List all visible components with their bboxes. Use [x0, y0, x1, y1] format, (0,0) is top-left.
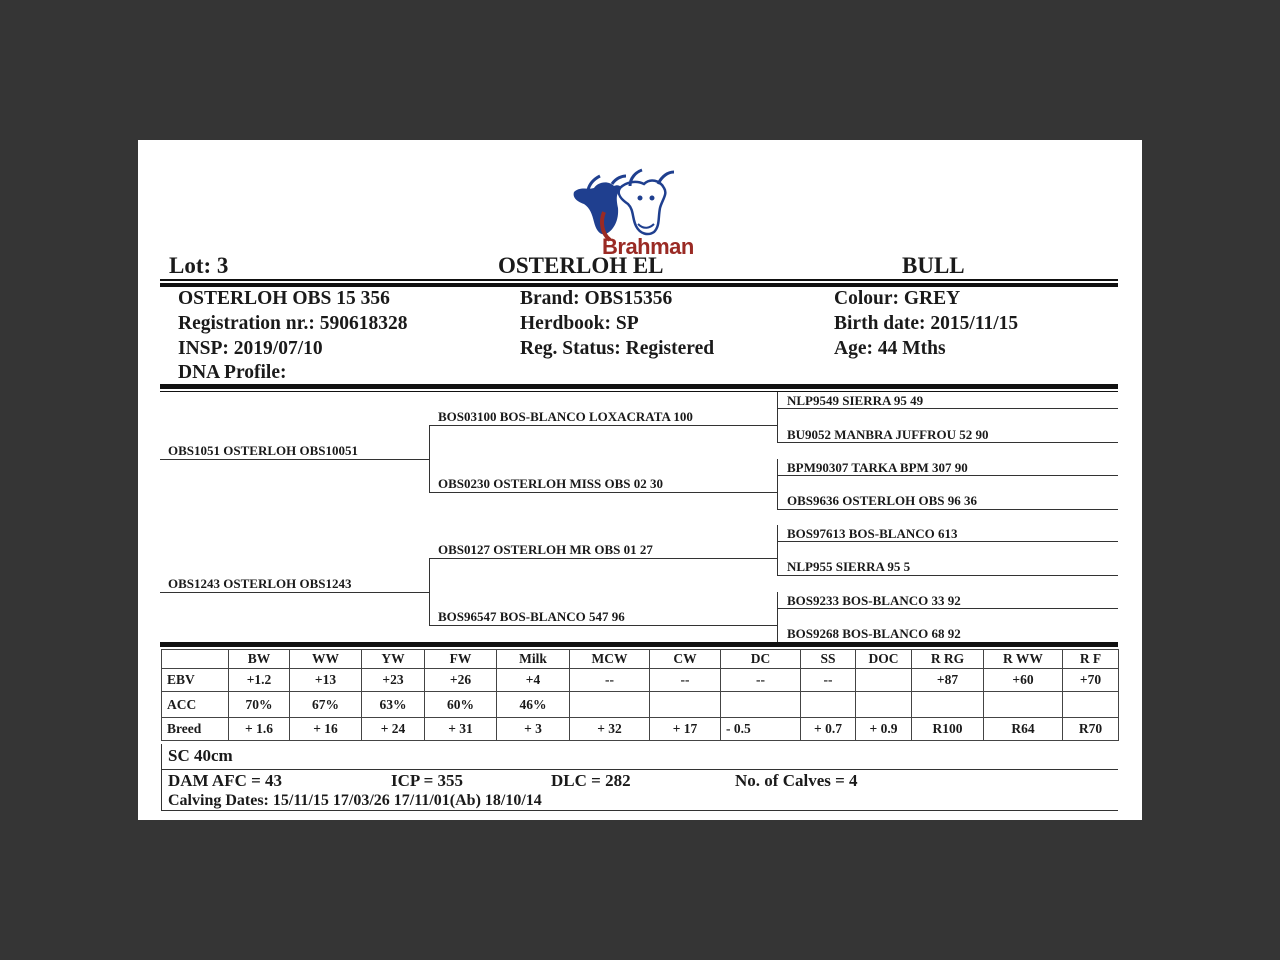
title-rule-thick — [160, 283, 1118, 287]
calving-dates: Calving Dates: 15/11/15 17/03/26 17/11/01(Ab) 18/10/14 — [168, 792, 542, 809]
header-cell: MCW — [570, 650, 650, 669]
ped-sdd: OBS9636 OSTERLOH OBS 96 36 — [787, 493, 977, 508]
header-cell: R WW — [984, 650, 1063, 669]
table-cell: 70% — [229, 692, 290, 718]
table-cell: R100 — [912, 718, 984, 741]
table-cell: +13 — [290, 669, 362, 692]
row-label: EBV — [162, 669, 229, 692]
ped-line-dsd — [777, 575, 1118, 576]
row-label: Breed — [162, 718, 229, 741]
scrotal-circumference: SC 40cm — [168, 746, 233, 765]
ped-ssd: BU9052 MANBRA JUFFROU 52 90 — [787, 427, 989, 442]
table-cell: +4 — [497, 669, 570, 692]
ped-vline-dam — [429, 558, 430, 626]
ped-line-sire — [160, 459, 430, 460]
ped-line-sdd — [777, 509, 1118, 510]
dna-profile: DNA Profile: — [178, 362, 287, 383]
ped-dss: BOS97613 BOS-BLANCO 613 — [787, 526, 958, 541]
table-cell: +70 — [1063, 669, 1119, 692]
table-cell — [570, 692, 650, 718]
footer-left-border — [161, 744, 162, 811]
table-cell: 67% — [290, 692, 362, 718]
animal-name: OSTERLOH EL — [498, 253, 664, 278]
cattle-heads-icon — [564, 164, 714, 244]
ped-dds: BOS9233 BOS-BLANCO 33 92 — [787, 593, 961, 608]
table-cell: -- — [650, 669, 721, 692]
full-name: OSTERLOH OBS 15 356 — [178, 288, 390, 309]
table-cell: + 3 — [497, 718, 570, 741]
table-cell — [912, 692, 984, 718]
table-cell: 60% — [425, 692, 497, 718]
table-cell: +26 — [425, 669, 497, 692]
animal-sex: BULL — [902, 253, 965, 278]
header-cell: FW — [425, 650, 497, 669]
table-cell — [801, 692, 856, 718]
header-cell: DC — [721, 650, 801, 669]
colour: Colour: GREY — [834, 288, 961, 309]
table-cell: + 0.9 — [856, 718, 912, 741]
herdbook: Herdbook: SP — [520, 313, 639, 334]
ped-dam-sire: OBS0127 OSTERLOH MR OBS 01 27 — [438, 542, 653, 557]
table-cell: - 0.5 — [721, 718, 801, 741]
ped-sds: BPM90307 TARKA BPM 307 90 — [787, 460, 968, 475]
table-cell: + 24 — [362, 718, 425, 741]
ebv-table — [161, 649, 1119, 741]
ped-vline-dd — [777, 592, 778, 642]
ped-line-dd — [429, 625, 778, 626]
table-cell — [1063, 692, 1119, 718]
table-row-acc — [162, 692, 1119, 718]
table-cell: + 32 — [570, 718, 650, 741]
ped-line-sd — [429, 492, 778, 493]
table-cell: -- — [801, 669, 856, 692]
table-cell: +60 — [984, 669, 1063, 692]
table-cell — [856, 692, 912, 718]
ped-dam-dam: BOS96547 BOS-BLANCO 547 96 — [438, 609, 625, 624]
ped-dam: OBS1243 OSTERLOH OBS1243 — [168, 576, 352, 591]
table-cell: -- — [721, 669, 801, 692]
table-row-breed — [162, 718, 1119, 741]
header-cell: R F — [1063, 650, 1119, 669]
table-cell: + 1.6 — [229, 718, 290, 741]
header-cell: YW — [362, 650, 425, 669]
inspection-date: INSP: 2019/07/10 — [178, 338, 323, 359]
dlc: DLC = 282 — [551, 771, 631, 790]
ped-vline-sire — [429, 425, 430, 493]
table-cell: R70 — [1063, 718, 1119, 741]
table-cell: + 16 — [290, 718, 362, 741]
table-cell — [984, 692, 1063, 718]
registration-number: Registration nr.: 590618328 — [178, 313, 408, 334]
table-cell: 63% — [362, 692, 425, 718]
table-cell: + 31 — [425, 718, 497, 741]
title-rule-thin — [160, 279, 1118, 281]
table-cell: +1.2 — [229, 669, 290, 692]
ped-sire: OBS1051 OSTERLOH OBS10051 — [168, 443, 358, 458]
info-rule-thick — [160, 384, 1118, 389]
number-of-calves: No. of Calves = 4 — [735, 771, 858, 790]
reg-status: Reg. Status: Registered — [520, 338, 715, 359]
age: Age: 44 Mths — [834, 338, 946, 359]
header-cell: SS — [801, 650, 856, 669]
table-row-ebv — [162, 669, 1119, 692]
info-rule-thin — [160, 391, 1118, 392]
ped-line-dam — [160, 592, 430, 593]
ped-sss: NLP9549 SIERRA 95 49 — [787, 393, 924, 408]
header-cell: Milk — [497, 650, 570, 669]
ped-vline-ds — [777, 525, 778, 575]
table-cell: 46% — [497, 692, 570, 718]
table-cell: +23 — [362, 669, 425, 692]
table-cell — [856, 669, 912, 692]
ped-vline-sd — [777, 459, 778, 509]
dam-afc: DAM AFC = 43 — [168, 771, 283, 790]
lot-number: Lot: 3 — [169, 253, 229, 278]
ebv-header-row — [162, 650, 1119, 669]
table-rule-thick — [160, 642, 1118, 647]
table-cell: + 0.7 — [801, 718, 856, 741]
row-label: ACC — [162, 692, 229, 718]
ped-sire-sire: BOS03100 BOS-BLANCO LOXACRATA 100 — [438, 409, 693, 424]
header-cell: R RG — [912, 650, 984, 669]
table-cell: R64 — [984, 718, 1063, 741]
ped-ddd: BOS9268 BOS-BLANCO 68 92 — [787, 626, 961, 641]
table-cell: -- — [570, 669, 650, 692]
header-cell: WW — [290, 650, 362, 669]
sale-catalogue-card — [138, 140, 1142, 820]
table-cell — [650, 692, 721, 718]
brahman-logo — [564, 164, 714, 259]
footer-divider — [161, 769, 1118, 770]
ped-line-ss — [429, 425, 778, 426]
ped-vline-ss — [777, 392, 778, 442]
table-cell — [721, 692, 801, 718]
logo-wordmark: Brahman — [602, 234, 694, 259]
header-cell: BW — [229, 650, 290, 669]
ped-dsd: NLP955 SIERRA 95 5 — [787, 559, 911, 574]
header-cell: DOC — [856, 650, 912, 669]
ped-sire-dam: OBS0230 OSTERLOH MISS OBS 02 30 — [438, 476, 664, 491]
table-cell: + 17 — [650, 718, 721, 741]
ped-line-ds — [429, 558, 778, 559]
birth-date: Birth date: 2015/11/15 — [834, 313, 1019, 334]
header-cell — [162, 650, 229, 669]
table-cell: +87 — [912, 669, 984, 692]
footer-bottom-border — [161, 810, 1118, 811]
header-cell: CW — [650, 650, 721, 669]
icp: ICP = 355 — [391, 771, 464, 790]
brand: Brand: OBS15356 — [520, 288, 673, 309]
